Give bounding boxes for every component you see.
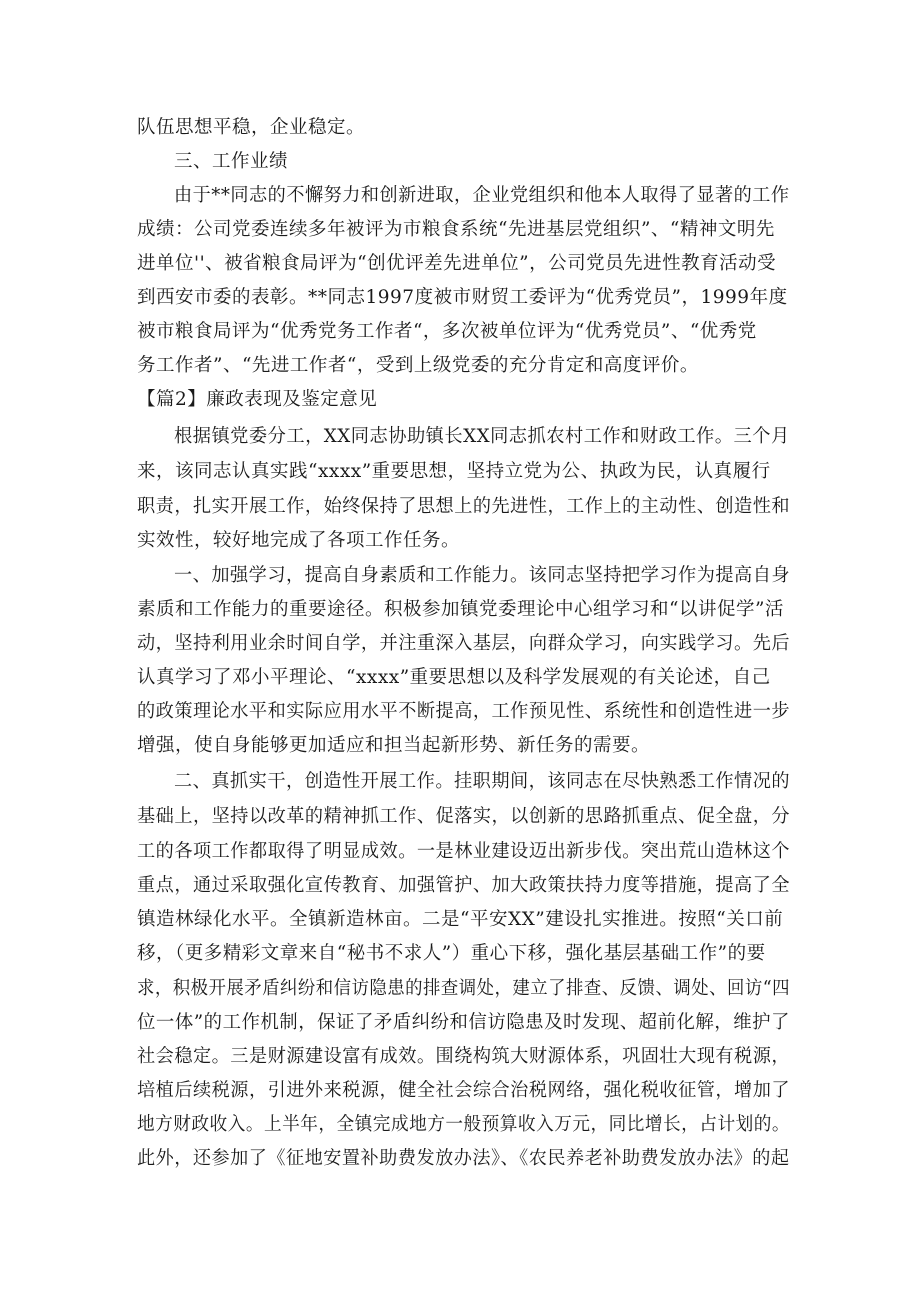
article-heading: 【篇2】廉政表现及鉴定意见 <box>137 389 378 410</box>
text-line: 社会稳定。三是财源建设富有成效。围绕构筑大财源体系，巩固壮大现有税源， <box>137 1046 791 1067</box>
text-line: 进单位''、被省粮食局评为“创优评差先进单位”，公司党员先进性教育活动受 <box>137 253 777 274</box>
text-line: 培植后续税源，引进外来税源，健全社会综合治税网络，强化税收征管，增加了 <box>137 1080 791 1101</box>
text-line: 成绩：公司党委连续多年被评为市粮食系统“先进基层党组织”、“精神文明先 <box>137 219 775 240</box>
text-line: 重点，通过采取强化宣传教育、加强管护、加大政策扶持力度等措施，提高了全 <box>137 875 791 896</box>
section-heading: 三、工作业绩 <box>174 151 289 172</box>
text-line: 此外，还参加了《征地安置补助费发放办法》、《农民养老补助费发放办法》的起 <box>137 1148 790 1169</box>
text-line: 来，该同志认真实践“xxxx”重要思想，坚持立党为公、执政为民，认真履行 <box>137 461 771 482</box>
text-line: 队伍思想平稳，企业稳定。 <box>137 117 366 138</box>
text-line: 素质和工作能力的重要途径。积极参加镇党委理论中心组学习和“以讲促学”活 <box>137 599 784 620</box>
text-line: 移，（更多精彩文章来自“秘书不求人”）重心下移，强化基层基础工作”的要 <box>137 943 766 964</box>
text-line: 职责，扎实开展工作，始终保持了思想上的先进性，工作上的主动性、创造性和 <box>137 496 791 517</box>
text-line: 工的各项工作都取得了明显成效。一是林业建设迈出新步伐。突出荒山造林这个 <box>137 841 791 862</box>
text-line: 务工作者”、“先进工作者“，受到上级党委的充分肯定和高度评价。 <box>137 355 699 376</box>
text-line: 增强，使自身能够更加适应和担当起新形势、新任务的需要。 <box>137 735 651 756</box>
text-line: 到西安市委的表彰。**同志1997度被市财贸工委评为“优秀党员”，1999年度 <box>137 287 788 308</box>
text-line: 基础上，坚持以改革的精神抓工作、促落实，以创新的思路抓重点、促全盘，分 <box>137 806 791 827</box>
text-line: 由于**同志的不懈努力和创新进取，企业党组织和他本人取得了显著的工作 <box>174 185 790 206</box>
text-line: 镇造林绿化水平。全镇新造林亩。二是“平安XX”建设扎实推进。按照“关口前 <box>137 909 784 930</box>
text-line: 被市粮食局评为“优秀党务工作者“，多次被单位评为“优秀党员”、“优秀党 <box>137 321 757 342</box>
text-line: 位一体”的工作机制，保证了矛盾纠纷和信访隐患及时发现、超前化解，维护了 <box>137 1012 790 1033</box>
section-heading: 二、真抓实干，创造性开展工作。挂职期间，该同志在尽快熟悉工作情况的 <box>174 771 791 792</box>
text-line: 根据镇党委分工，XX同志协助镇长XX同志抓农村工作和财政工作。三个月 <box>174 426 790 447</box>
text-line: 实效性，较好地完成了各项工作任务。 <box>137 530 461 551</box>
text-line: 认真学习了邓小平理论、“xxxx”重要思想以及科学发展观的有关论述，自己 <box>137 667 771 688</box>
text-line: 的政策理论水平和实际应用水平不断提高，工作预见性、系统性和创造性进一步 <box>137 701 791 722</box>
text-line: 求，积极开展矛盾纠纷和信访隐患的排查调处，建立了排查、反馈、调处、回访“四 <box>137 978 790 999</box>
text-line: 地方财政收入。上半年，全镇完成地方一般预算收入万元，同比增长，占计划的。 <box>137 1114 791 1135</box>
section-heading: 一、加强学习，提高自身素质和工作能力。该同志坚持把学习作为提高自身 <box>174 565 791 586</box>
text-line: 动，坚持利用业余时间自学，并注重深入基层，向群众学习，向实践学习。先后 <box>137 633 791 654</box>
